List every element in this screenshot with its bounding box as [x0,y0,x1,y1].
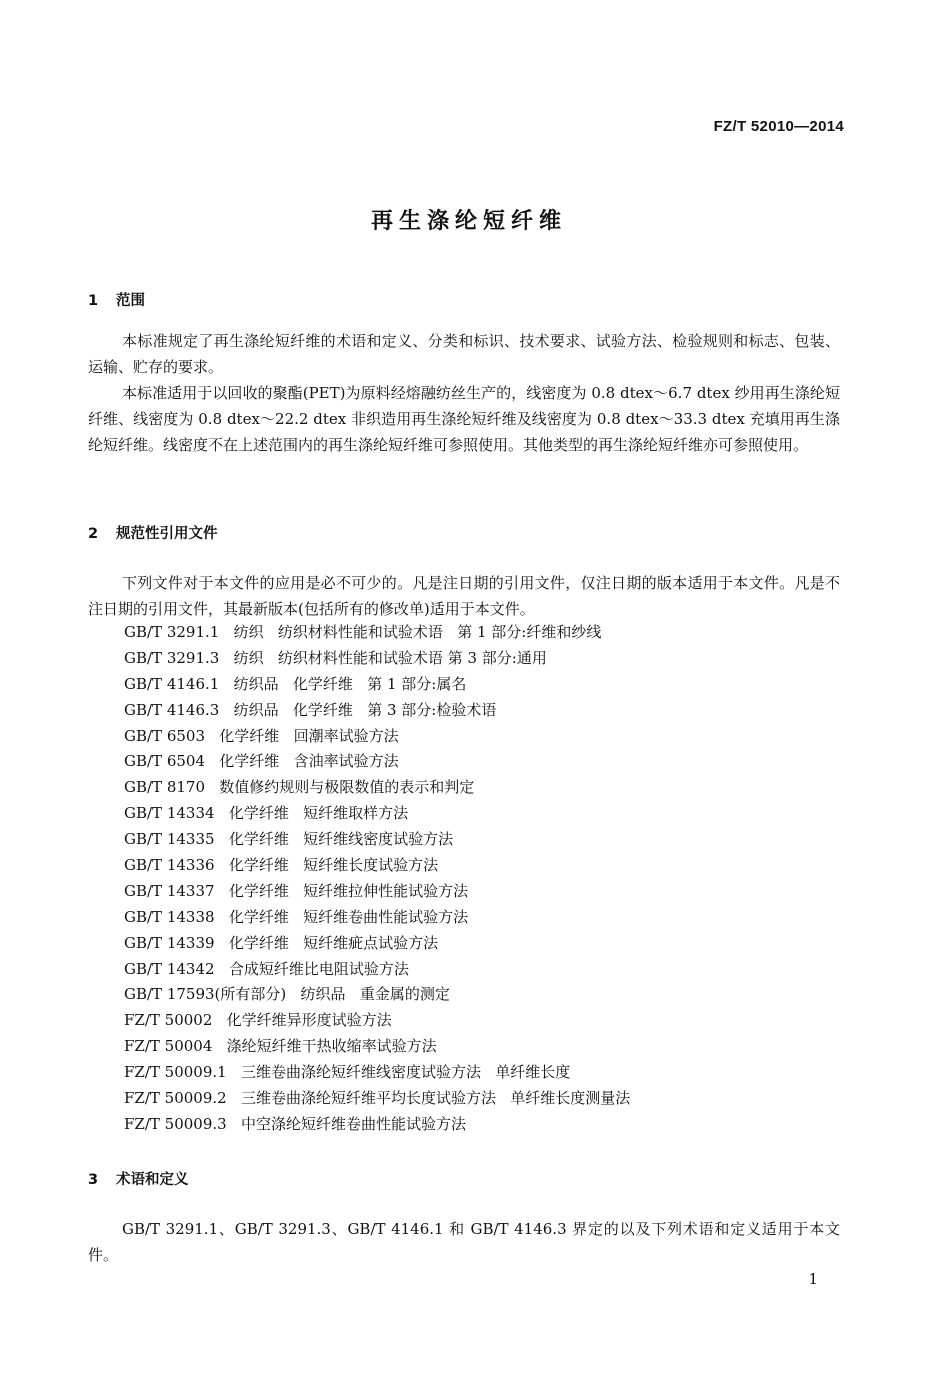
reference-item: GB/T 4146.3 纺织品 化学纤维 第 3 部分:检验术语 [124,700,497,719]
section-3-heading [88,1168,189,1189]
section-2-paragraph-1: 下列文件对于本文件的应用是必不可少的。凡是注日期的引用文件，仅注日期的版本适用于本文件。凡是不注日期的引用文件，其最新版本(包括所有的修改单)适用于本文件。 [88,574,840,618]
section-title: 术语和定义 [116,1172,189,1188]
section-title: 范围 [116,293,145,309]
reference-item: GB/T 3291.3 纺织 纺织材料性能和试验术语 第 3 部分:通用 [124,648,547,667]
reference-item: GB/T 14342 合成短纤维比电阻试验方法 [124,959,409,978]
section-2-heading [88,522,218,543]
reference-item: GB/T 14335 化学纤维 短纤维线密度试验方法 [124,830,454,849]
reference-item: GB/T 14338 化学纤维 短纤维卷曲性能试验方法 [124,907,469,926]
section-1-paragraph-2: 本标准适用于以回收的聚酯(PET)为原料经熔融纺丝生产的，线密度为 0.8 dtex～6.7 dtex 纱用再生涤纶短纤维、线密度为 0.8 dtex～22.2 dtex 非织造用再生涤纶短纤维及线密度为 0.8 dtex～33.3 dtex 充填用再生涤纶短纤维。线密度不在上述范围内的再生涤纶短纤维可参照使用。其他类型的再生涤纶短纤维亦可参照使用。 [88,384,840,454]
normative-references-list [124,620,630,1138]
reference-item: GB/T 6504 化学纤维 含油率试验方法 [124,752,399,771]
section-number: 1 [88,293,99,309]
section-3-paragraph-1: GB/T 3291.1、GB/T 3291.3、GB/T 4146.1 和 GB/T 4146.3 界定的以及下列术语和定义适用于本文件。 [88,1220,840,1264]
reference-item: FZ/T 50009.1 三维卷曲涤纶短纤维线密度试验方法 单纤维长度 [124,1063,571,1082]
section-1-paragraph-1: 本标准规定了再生涤纶短纤维的术语和定义、分类和标识、技术要求、试验方法、检验规则和标志、包装、运输、贮存的要求。 [88,332,840,376]
standard-code: FZ/T 52010—2014 [713,118,844,135]
reference-item: GB/T 4146.1 纺织品 化学纤维 第 1 部分:属名 [124,674,467,693]
reference-item: FZ/T 50009.3 中空涤纶短纤维卷曲性能试验方法 [124,1114,466,1133]
reference-item: FZ/T 50009.2 三维卷曲涤纶短纤维平均长度试验方法 单纤维长度测量法 [124,1089,631,1108]
section-title: 规范性引用文件 [116,526,218,542]
reference-item: GB/T 14336 化学纤维 短纤维长度试验方法 [124,856,439,875]
section-1-heading [88,289,145,310]
page-number: 1 [808,1270,818,1288]
document-title: 再生涤纶短纤维 [370,209,567,234]
reference-item: GB/T 8170 数值修约规则与极限数值的表示和判定 [124,778,475,797]
reference-item: GB/T 14339 化学纤维 短纤维疵点试验方法 [124,933,439,952]
reference-item: FZ/T 50004 涤纶短纤维干热收缩率试验方法 [124,1037,437,1056]
reference-item: GB/T 14334 化学纤维 短纤维取样方法 [124,804,409,823]
reference-item: GB/T 6503 化学纤维 回潮率试验方法 [124,726,399,745]
section-number: 3 [88,1172,99,1188]
reference-item: FZ/T 50002 化学纤维异形度试验方法 [124,1011,392,1030]
section-number: 2 [88,526,99,542]
reference-item: GB/T 17593(所有部分) 纺织品 重金属的测定 [124,985,450,1004]
reference-item: GB/T 14337 化学纤维 短纤维拉伸性能试验方法 [124,881,469,900]
reference-item: GB/T 3291.1 纺织 纺织材料性能和试验术语 第 1 部分:纤维和纱线 [124,623,602,641]
